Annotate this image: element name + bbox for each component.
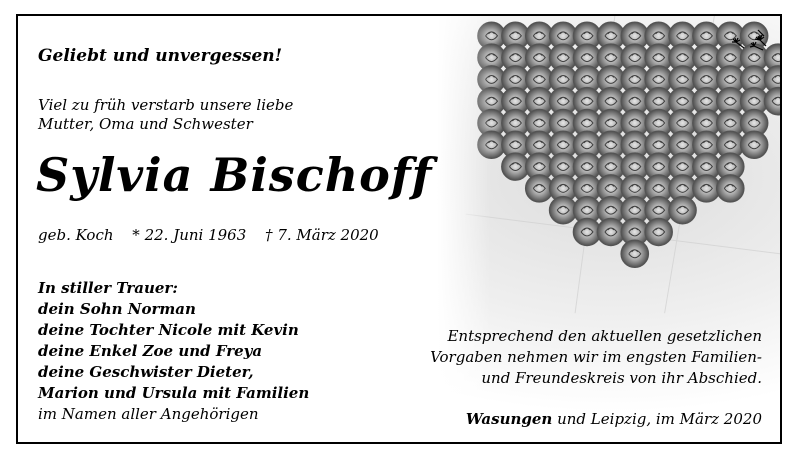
notice-line: Vorgaben nehmen wir im engsten Familien-	[430, 348, 762, 366]
mourner-line: deine Tochter Nicole mit Kevin	[38, 321, 299, 339]
mourner-line: Marion und Ursula mit Familien	[38, 384, 310, 402]
mourner-line: deine Enkel Zoe und Freya	[38, 342, 263, 360]
mourner-line: deine Geschwister Dieter,	[38, 363, 254, 381]
maiden-name: geb. Koch	[38, 226, 114, 244]
place-city: Wasungen	[465, 410, 553, 428]
heading: Geliebt und unvergessen!	[38, 46, 283, 66]
mourners-title: In stiller Trauer:	[38, 279, 178, 297]
mourner-line: dein Sohn Norman	[38, 300, 196, 318]
deceased-name: Sylvia Bischoff	[36, 148, 433, 202]
notice-line: und Freundeskreis von ihr Abschied.	[481, 369, 762, 387]
intro-line-1: Viel zu früh verstarb unsere liebe	[38, 96, 294, 114]
dandelion-seeds-icon	[724, 26, 772, 62]
death-date: † 7. März 2020	[265, 226, 379, 244]
mourners-list	[38, 278, 309, 425]
obituary-frame	[16, 14, 782, 444]
funeral-notice	[430, 326, 762, 389]
intro-line-2: Mutter, Oma und Schwester	[38, 115, 253, 133]
notice-line: Entsprechend den aktuellen gesetzlichen	[447, 327, 762, 345]
birth-date: * 22. Juni 1963	[132, 226, 247, 244]
place-rest: und Leipzig, im März 2020	[552, 410, 762, 428]
intro-text	[38, 96, 293, 134]
life-dates	[38, 226, 393, 244]
mourners-closing: im Namen aller Angehörigen	[38, 405, 259, 423]
place-and-date	[466, 410, 762, 428]
